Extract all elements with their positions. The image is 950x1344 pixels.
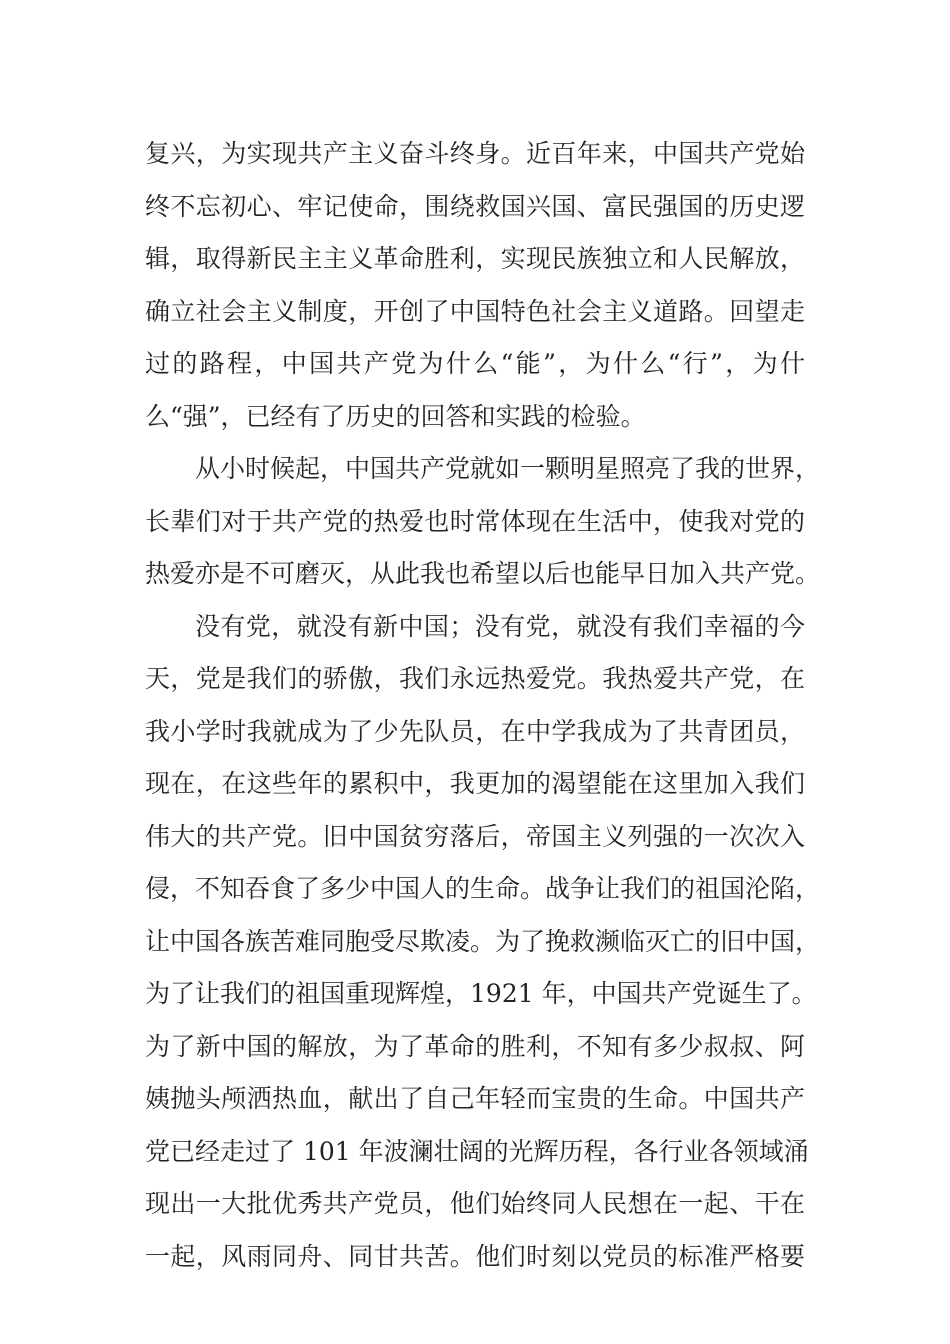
text-line: 我小学时我就成为了少先队员，在中学我成为了共青团员，	[145, 716, 805, 746]
body-text	[145, 128, 821, 1283]
text-line: 让中国各族苦难同胞受尽欺凌。为了挽救濒临灭亡的旧中国，	[145, 926, 821, 956]
text-line: 确立社会主义制度，开创了中国特色社会主义道路。回望走	[145, 296, 805, 326]
text-line: 现在，在这些年的累积中，我更加的渴望能在这里加入我们	[145, 769, 805, 798]
text-line: 复兴，为实现共产主义奋斗终身。近百年来，中国共产党始	[145, 139, 805, 168]
text-line: 热爱亦是不可磨灭，从此我也希望以后也能早日加入共产党。	[145, 559, 821, 588]
text-line: 伟大的共产党。旧中国贫穷落后，帝国主义列强的一次次入	[145, 821, 805, 851]
text-line: 辑，取得新民主主义革命胜利，实现民族独立和人民解放，	[145, 244, 805, 273]
text-line: 现出一大批优秀共产党员，他们始终同人民想在一起、干在	[145, 1189, 805, 1218]
text-line: 天，党是我们的骄傲，我们永远热爱党。我热爱共产党，在	[145, 664, 805, 693]
text-line: 一起，风雨同舟、同甘共苦。他们时刻以党员的标准严格要	[145, 1241, 805, 1271]
text-line: 么“强”，已经有了历史的回答和实践的检验。	[145, 401, 646, 431]
text-line: 为了让我们的祖国重现辉煌，1921 年，中国共产党诞生了。	[145, 979, 817, 1008]
text-line: 党已经走过了 101 年波澜壮阔的光辉历程，各行业各领域涌	[145, 1136, 809, 1166]
text-line: 为了新中国的解放，为了革命的胜利，不知有多少叔叔、阿	[145, 1031, 805, 1061]
text-line: 没有党，就没有新中国；没有党，就没有我们幸福的今	[195, 611, 805, 641]
text-line: 长辈们对于共产党的热爱也时常体现在生活中，使我对党的	[145, 506, 805, 536]
text-line: 终不忘初心、牢记使命，围绕救国兴国、富民强国的历史逻	[145, 191, 805, 221]
text-line: 侵，不知吞食了多少中国人的生命。战争让我们的祖国沦陷，	[145, 874, 821, 903]
text-line: 姨抛头颅洒热血，献出了自己年轻而宝贵的生命。中国共产	[145, 1084, 805, 1113]
text-line: 从小时候起，中国共产党就如一颗明星照亮了我的世界，	[195, 454, 821, 483]
text-line: 过的路程，中国共产党为什么“能”，为什么“行”，为什	[145, 349, 806, 378]
